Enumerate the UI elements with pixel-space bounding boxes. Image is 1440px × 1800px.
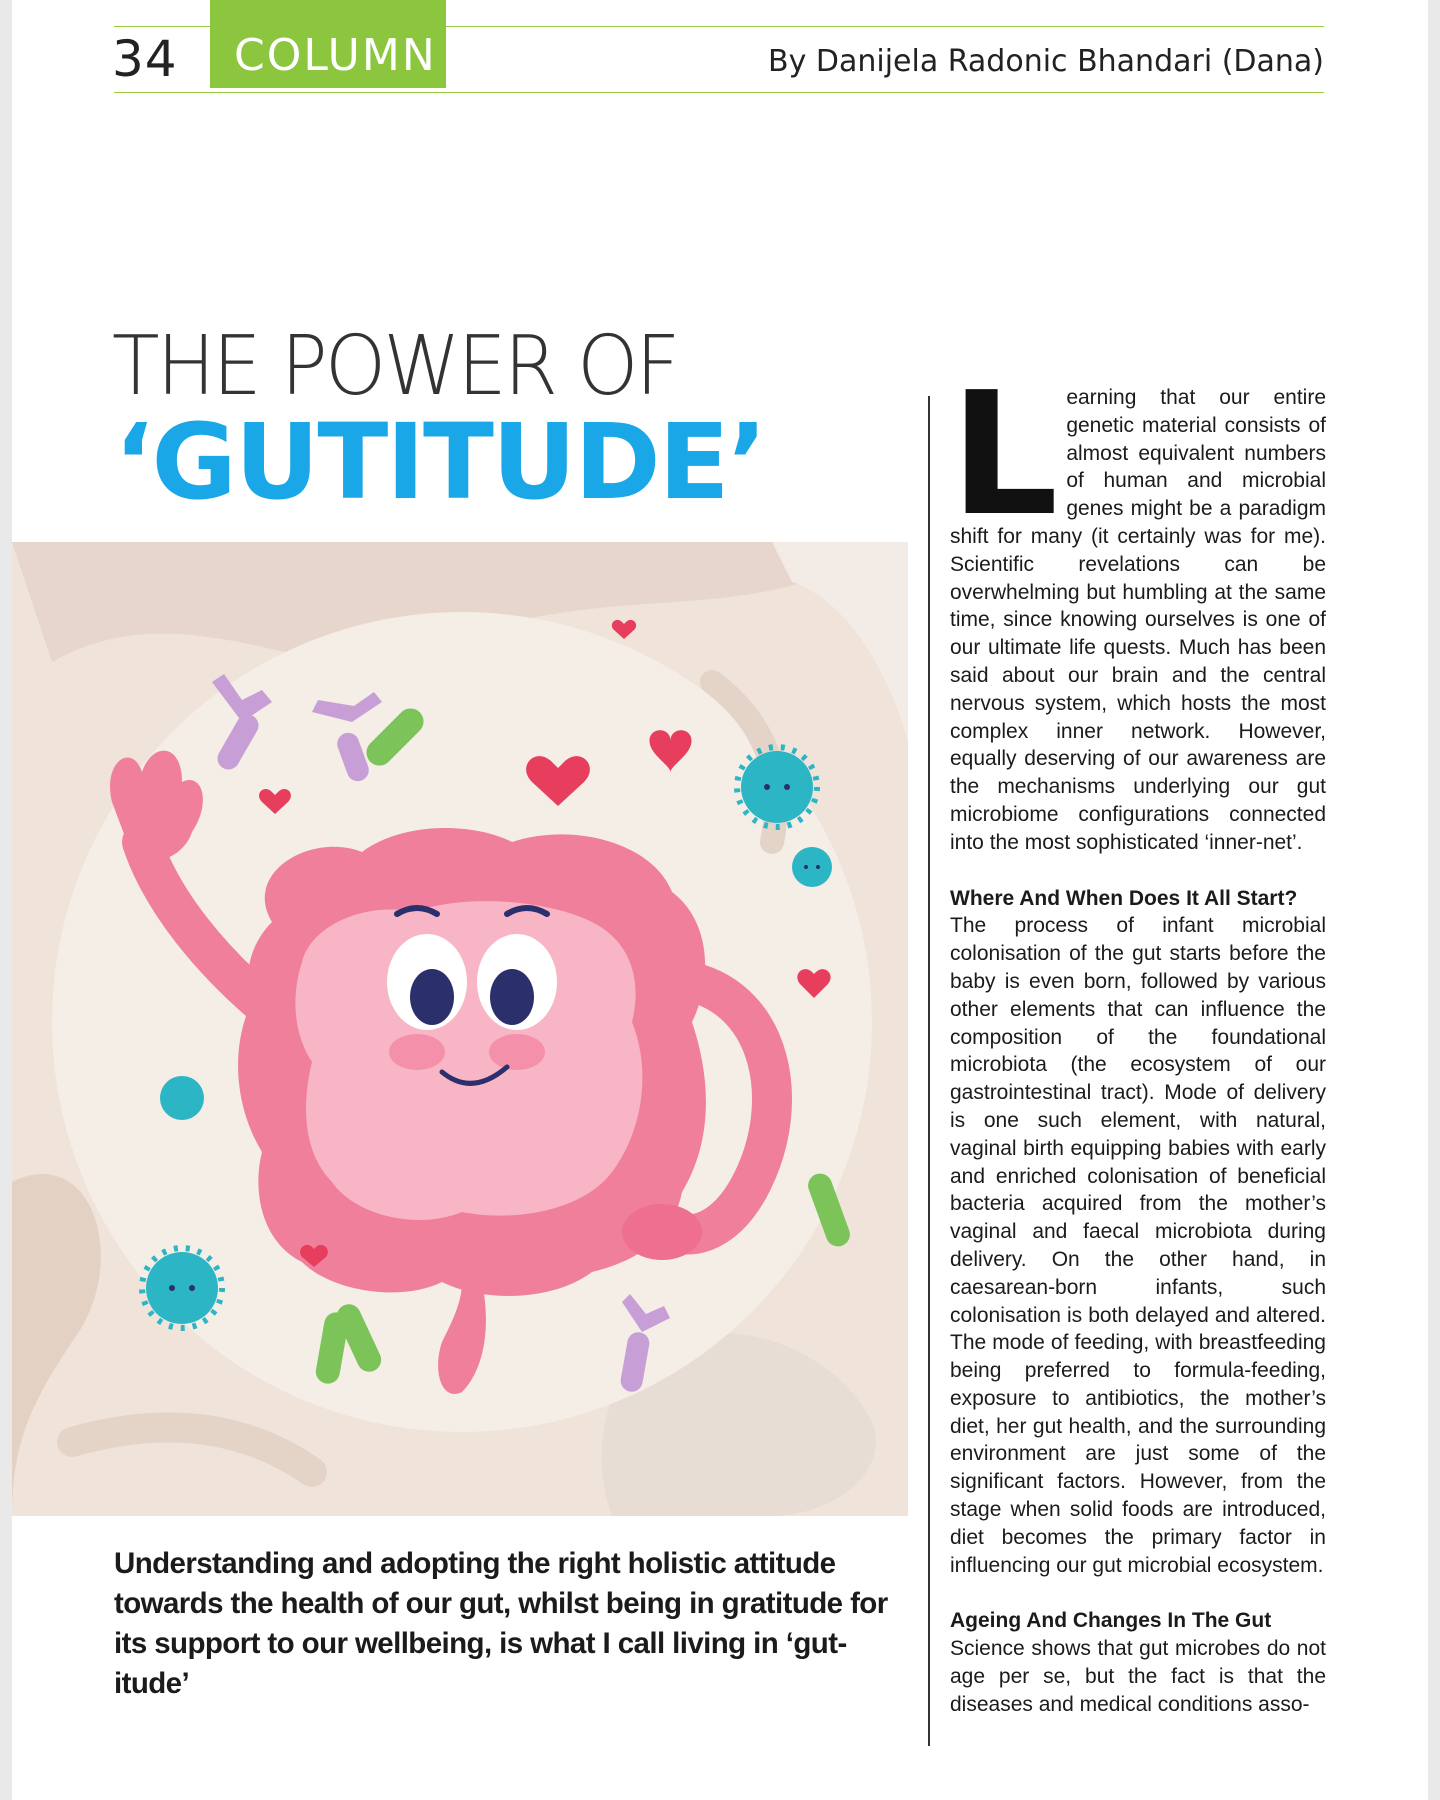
- magazine-page: [12, 0, 1428, 1800]
- article-body: [950, 356, 1326, 1719]
- article-intro: [950, 356, 1326, 857]
- section-1-body: The process of infant microbial colonisation of the gut starts before the baby is even born, followed by various other elements that can influence the composition of the foundational microbiota (the ecosystem of our gastrointestinal tract). Mode of delivery is one such element, with natural, vaginal birth equipping babies with early and enriched colonisation of beneficial bacteria acquired from the mother’s vaginal and faecal microbiota during delivery. On the other hand, in caesarean-born infants, such colonisation is both delayed and altered. The mode of feeding, with breastfeeding being preferred to formula-feeding, exposure to antibiotics, the mother’s diet, her gut health, and the surrounding environment are just some of the significant factors. However, from the stage when solid foods are introduced, diet becomes the primary factor in influencing our gut microbial ecosystem.: [950, 914, 1326, 1577]
- title-line-1: THE POWER OF: [112, 319, 678, 414]
- byline: By Danijela Radonic Bhandari (Dana): [767, 44, 1324, 79]
- section-2-body: Science shows that gut microbes do not age per se, but the fact is that the diseases and medical conditions asso-: [950, 1637, 1326, 1716]
- gut-character-icon: [12, 542, 908, 1516]
- pull-quote: Understanding and adopting the right holistic attitude towards the health of our gut, whilst being in gratitude for its support to our wellbeing, is what I call living in ‘gut-itude’: [114, 1547, 888, 1700]
- article-intro-text: earning that our entire genetic material consists of almost equivalent numbers of human and microbial genes might be a paradigm shift for many (it certainly was for me). Scientific revelations can be overwhelming but humbling at the same time, since knowing ourselves is one of our ultimate life quests. Much has been said about our brain and the central nervous system, which hosts the most complex inner network. However, equally deserving of our awareness are the mechanisms underlying our gut microbiome configurations connected into the most sophisticated ‘inner-net’.: [950, 386, 1326, 854]
- drop-cap: L: [950, 356, 1059, 554]
- section-tab: COLUMN: [210, 0, 446, 88]
- header-rule-bottom: [114, 92, 1324, 93]
- page-number: 34: [112, 30, 178, 88]
- column-divider: [928, 396, 930, 1746]
- section-2-heading: Ageing And Changes In The Gut: [950, 1609, 1272, 1633]
- gut-illustration: [12, 542, 908, 1516]
- title-line-2: ‘GUTITUDE’: [114, 401, 766, 523]
- section-1-heading: Where And When Does It All Start?: [950, 886, 1298, 910]
